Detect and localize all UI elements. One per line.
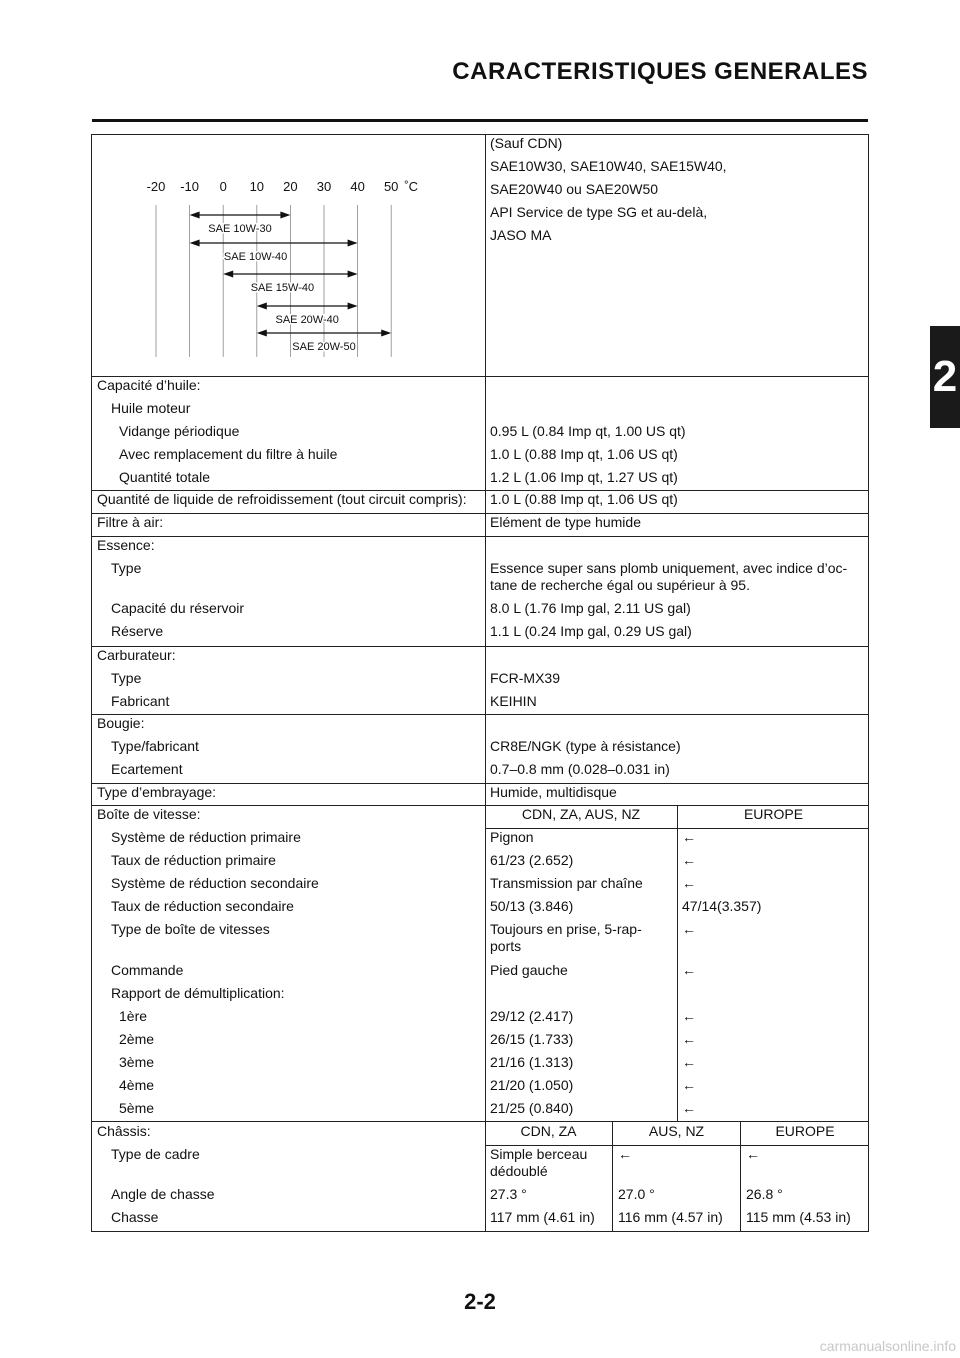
chassis-col-header: EUROPE xyxy=(775,1123,835,1139)
gearbox-row-value: 21/20 (1.050) xyxy=(490,1077,574,1093)
chassis-row-value: 116 mm (4.57 in) xyxy=(618,1209,723,1225)
coolant-value: 1.0 L (0.88 Imp qt, 1.06 US qt) xyxy=(490,491,678,507)
gearbox-header: Boîte de vitesse: xyxy=(97,806,201,822)
grade-arrow-right xyxy=(348,303,358,310)
air-filter-section xyxy=(91,514,869,537)
carburetor-maker-value: KEIHIN xyxy=(490,693,537,709)
grade-label: SAE 10W-40 xyxy=(223,251,288,263)
chassis-col-header: AUS, NZ xyxy=(648,1123,705,1139)
temperature-tick-label: -20 xyxy=(146,179,166,194)
spark-plug-header: Bougie: xyxy=(97,715,145,731)
fuel-type-label: Type xyxy=(111,560,142,576)
gearbox-row-europe-value: ← xyxy=(682,1100,696,1116)
spark-plug-section xyxy=(91,715,869,784)
temperature-tick-label: 20 xyxy=(283,179,298,194)
fuel-header: Essence: xyxy=(97,537,155,553)
gearbox-row-label: Rapport de démultiplication: xyxy=(111,985,285,1001)
grade-arrow-left xyxy=(257,303,267,310)
grade-label: SAE 10W-30 xyxy=(208,223,272,235)
chassis-row-value: 115 mm (4.53 in) xyxy=(746,1209,851,1225)
oil-row-value: 0.95 L (0.84 Imp qt, 1.00 US qt) xyxy=(490,423,686,439)
oil-row-label: Vidange périodique xyxy=(119,423,240,439)
gearbox-row-label: 3ème xyxy=(119,1054,155,1070)
gearbox-row-value: 29/12 (2.417) xyxy=(490,1008,574,1024)
gearbox-row-label: Système de réduction primaire xyxy=(111,829,301,845)
grade-arrow-right xyxy=(348,271,358,278)
gearbox-row-europe-value: ← xyxy=(682,1077,696,1093)
gearbox-row-europe-value: ← xyxy=(682,962,696,978)
gearbox-row-value: 21/25 (0.840) xyxy=(490,1100,574,1116)
carburetor-section xyxy=(91,647,869,715)
page-title: CARACTERISTIQUES GENERALES xyxy=(452,58,868,85)
carburetor-header: Carburateur: xyxy=(97,647,176,663)
grade-label: SAE 15W-40 xyxy=(250,282,315,294)
temperature-tick-label: 40 xyxy=(350,179,365,194)
grade-label: SAE 20W-40 xyxy=(275,314,339,326)
chassis-row-value: 27.3 ° xyxy=(490,1186,527,1202)
gearbox-row-value: Transmission par chaîne xyxy=(490,875,643,891)
gearbox-row-label: Type de boîte de vitesses xyxy=(111,921,270,937)
gearbox-row-label: 4ème xyxy=(119,1077,155,1093)
gearbox-row-europe-value: ← xyxy=(682,1031,696,1047)
oil-spec-line: SAE10W30, SAE10W40, SAE15W40, xyxy=(490,158,727,174)
gearbox-row-value: 61/23 (2.652) xyxy=(490,852,574,868)
clutch-label: Type d’embrayage: xyxy=(97,784,217,800)
air-filter-value: Elément de type humide xyxy=(490,514,641,530)
chassis-row-label: Chasse xyxy=(111,1209,159,1225)
coolant-label: Quantité de liquide de refroidissement (tout circuit compris): xyxy=(97,491,467,507)
gearbox-row-label: Taux de réduction primaire xyxy=(111,852,276,868)
oil-row-value: 1.2 L (1.06 Imp qt, 1.27 US qt) xyxy=(490,469,678,485)
grade-arrow-left xyxy=(190,212,200,219)
grade-arrow-right xyxy=(381,330,391,337)
fuel-reserve-value: 1.1 L (0.24 Imp gal, 0.29 US gal) xyxy=(490,623,692,639)
fuel-type-value: Essence super sans plomb uniquement, avec indice d’oc-tane de recherche égal ou supérieur à 95. xyxy=(490,560,848,593)
grade-arrow-left xyxy=(190,240,200,247)
grade-arrow-left xyxy=(257,330,267,337)
gearbox-row-label: 1ère xyxy=(119,1008,148,1024)
temperature-tick-label: -10 xyxy=(180,179,199,194)
coolant-section xyxy=(91,491,869,514)
gearbox-row-label: Commande xyxy=(111,962,184,978)
spark-plug-type-value: CR8E/NGK (type à résistance) xyxy=(490,738,681,754)
gearbox-col-header: EUROPE xyxy=(743,806,804,822)
chassis-row-value: 117 mm (4.61 in) xyxy=(490,1209,595,1225)
spark-plug-type-label: Type/fabricant xyxy=(111,738,199,754)
spark-plug-gap-value: 0.7–0.8 mm (0.028–0.031 in) xyxy=(490,761,670,777)
temperature-tick-label: 50 xyxy=(383,179,399,194)
carburetor-type-value: FCR-MX39 xyxy=(490,670,561,686)
grade-arrow-right xyxy=(280,212,290,219)
chassis-row-value: ← xyxy=(746,1146,760,1162)
gearbox-row-value: 50/13 (3.846) xyxy=(490,898,574,914)
gearbox-row-label: 2ème xyxy=(119,1031,155,1047)
grade-arrow-left xyxy=(223,271,233,278)
chassis-row-value: 27.0 ° xyxy=(618,1186,655,1202)
gearbox-row-value: Toujours en prise, 5-rap-ports xyxy=(490,921,642,954)
gearbox-row-europe-value: ← xyxy=(682,1008,696,1024)
gearbox-row-value: 21/16 (1.313) xyxy=(490,1054,574,1070)
grade-arrow-right xyxy=(348,240,358,247)
oil-row-label: Quantité totale xyxy=(119,469,211,485)
carburetor-maker-label: Fabricant xyxy=(111,693,170,709)
clutch-value: Humide, multidisque xyxy=(490,784,617,800)
temperature-tick-label: 10 xyxy=(249,179,265,194)
chassis-row-value: Simple berceau dédoublé xyxy=(490,1146,588,1179)
gearbox-row-europe-value: 47/14(3.357) xyxy=(682,898,762,914)
gearbox-row-value: 26/15 (1.733) xyxy=(490,1031,574,1047)
oil-capacity-section xyxy=(91,377,869,491)
oil-viscosity-chart xyxy=(92,135,485,378)
engine-oil-label: Huile moteur xyxy=(111,400,191,416)
gearbox-row-europe-value: ← xyxy=(682,875,696,891)
chassis-row-value: 26.8 ° xyxy=(746,1186,783,1202)
gearbox-row-europe-value: ← xyxy=(682,829,696,845)
oil-spec-line: SAE20W40 ou SAE20W50 xyxy=(490,181,659,197)
spark-plug-gap-label: Ecartement xyxy=(111,761,183,777)
grade-label: SAE 20W-50 xyxy=(292,341,356,353)
oil-chart-section xyxy=(91,134,869,377)
temperature-tick-label: 0 xyxy=(219,179,227,194)
oil-spec-line: API Service de type SG et au-delà, xyxy=(490,204,708,220)
chassis-col-header: CDN, ZA xyxy=(520,1123,577,1139)
chassis-row-value: ← xyxy=(618,1146,632,1162)
chassis-header: Châssis: xyxy=(97,1123,151,1139)
gearbox-row-europe-value: ← xyxy=(682,1054,696,1070)
oil-spec-line: (Sauf CDN) xyxy=(490,135,563,151)
oil-row-label: Avec remplacement du filtre à huile xyxy=(119,446,338,462)
gearbox-col-header: CDN, ZA, AUS, NZ xyxy=(521,806,641,822)
gearbox-row-europe-value: ← xyxy=(682,921,696,937)
gearbox-row-label: Taux de réduction secondaire xyxy=(111,898,294,914)
gearbox-row-value: Pignon xyxy=(490,829,534,845)
gearbox-row-europe-value: ← xyxy=(682,852,696,868)
title-rule xyxy=(92,119,868,122)
oil-capacity-header: Capacité d’huile: xyxy=(97,377,201,393)
air-filter-label: Filtre à air: xyxy=(97,514,164,530)
fuel-tank-label: Capacité du réservoir xyxy=(111,600,245,616)
chassis-section xyxy=(91,1122,869,1232)
gearbox-row-label: Système de réduction secondaire xyxy=(111,875,319,891)
temperature-unit-label: ˚C xyxy=(404,179,419,194)
carburetor-type-label: Type xyxy=(111,670,142,686)
oil-spec-line: JASO MA xyxy=(490,227,552,243)
watermark: carmanualsonline.info xyxy=(819,1338,956,1354)
gearbox-row-label: 5ème xyxy=(119,1100,155,1116)
chassis-row-label: Type de cadre xyxy=(111,1146,200,1162)
gearbox-section xyxy=(91,806,869,1122)
page-number: 2-2 xyxy=(464,1289,496,1314)
fuel-tank-value: 8.0 L (1.76 Imp gal, 2.11 US gal) xyxy=(490,600,691,616)
clutch-section xyxy=(91,784,869,806)
gearbox-row-value: Pied gauche xyxy=(490,962,568,978)
chassis-row-label: Angle de chasse xyxy=(111,1186,215,1202)
oil-row-value: 1.0 L (0.88 Imp qt, 1.06 US qt) xyxy=(490,446,678,462)
fuel-section xyxy=(91,537,869,647)
chapter-tab: 2 xyxy=(930,326,960,428)
temperature-tick-label: 30 xyxy=(316,179,332,194)
fuel-reserve-label: Réserve xyxy=(111,623,164,639)
